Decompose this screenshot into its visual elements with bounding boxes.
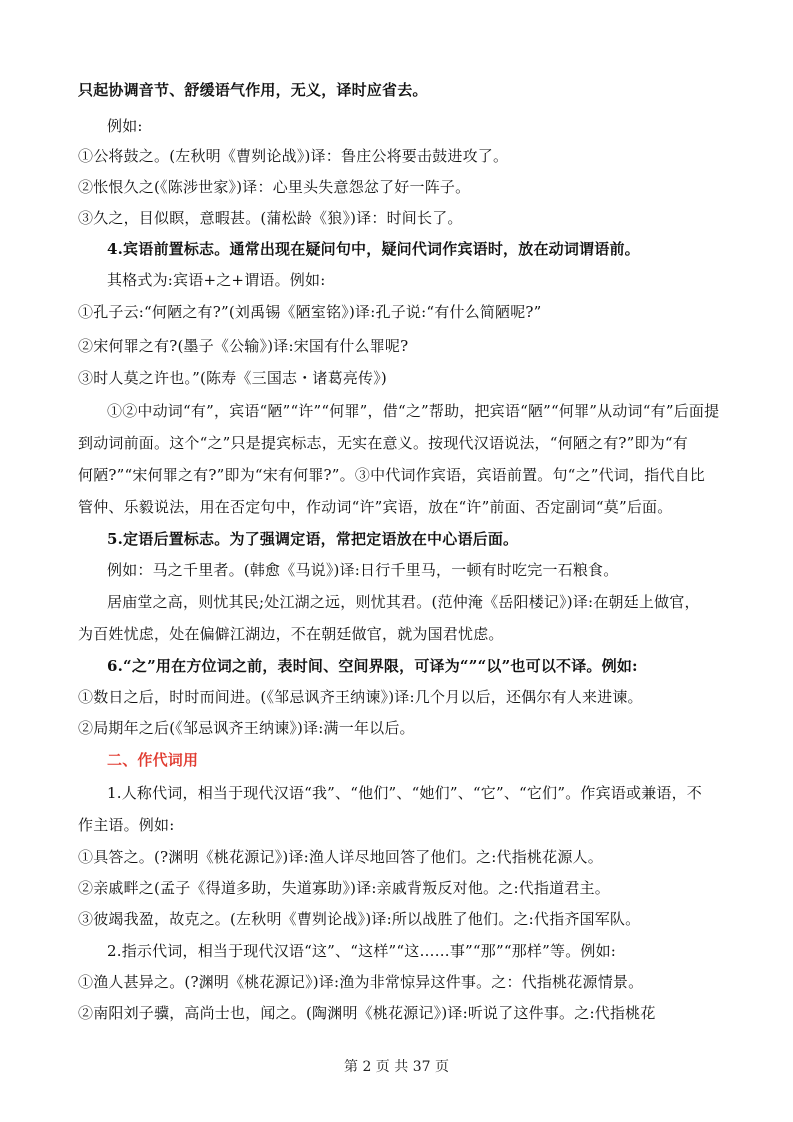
paragraph-line: 2.指示代词，相当于现代汉语“这”、“这样”“这……事”“那”“那样”等。例如:	[107, 942, 617, 960]
paragraph-line: 其格式为:宾语+之+谓语。例如:	[107, 271, 326, 289]
paragraph-line: ①具答之。(?渊明《桃花源记》)译:渔人详尽地回答了他们。之:代指桃花源人。	[78, 848, 603, 866]
paragraph-line: ②局期年之后(《邹忌讽齐王纳谏》)译:满一年以后。	[78, 719, 415, 737]
paragraph-line: ①渔人甚异之。(?渊明《桃花源记》)译:渔为非常惊异这件事。之：代指桃花源情景。	[78, 973, 644, 991]
paragraph-line: ③久之，目似瞑，意暇甚。(蒲松龄《狼》)译：时间长了。	[78, 209, 463, 227]
paragraph-line: 1.人称代词，相当于现代汉语“我”、“他们”、“她们”、“它”、“它们”。作宾语或兼语，不	[107, 784, 702, 802]
paragraph-line: 管仲、乐毅说法，用在否定句中，作动词“许”宾语，放在“许”前面、否定副词“莫”后面。	[78, 498, 673, 516]
section-heading: 5.定语后置标志。为了强调定语，常把定语放在中心语后面。	[107, 530, 519, 548]
paragraph-line: ①公将鼓之。(左秋明《曹刿论战》)译：鲁庄公将要击鼓进攻了。	[78, 147, 509, 165]
paragraph-line: ②南阳刘子骥，高尚士也，闻之。(陶渊明《桃花源记》)译:听说了这件事。之:代指桃花	[78, 1004, 656, 1022]
paragraph-line: 到动词前面。这个“之”只是提宾标志，无实在意义。按现代汉语说法，“何陋之有?”即为“有	[78, 434, 688, 452]
paragraph-line: ③时人莫之许也。”(陈寿《三国志・诸葛亮传》)	[78, 369, 387, 387]
section-heading: 6.“之”用在方位词之前，表时间、空间界限，可译为“”“以”也可以不译。例如:	[107, 657, 638, 675]
section-title-red: 二、作代词用	[107, 751, 199, 769]
paragraph-line: 例如:	[107, 117, 143, 135]
paragraph-line: 何陋?”“宋何罪之有?”即为“宋有何罪?”。③中代词作宾语，宾语前置。句“之”代词，指代自比	[78, 466, 706, 484]
paragraph-line: ③彼竭我盈，故克之。(左秋明《曹刿论战》)译:所以战胜了他们。之:代指齐国军队。	[78, 910, 641, 928]
page-number-footer: 第 2 页 共 37 页	[344, 1059, 449, 1075]
paragraph-line: ①②中动词“有”，宾语“陋”“许”“何罪”，借“之”帮助，把宾语“陋”“何罪”从动词“有”后面提	[107, 402, 720, 420]
paragraph-line: 作主语。例如:	[78, 816, 175, 834]
section-heading: 4.宾语前置标志。通常出现在疑问句中，疑问代词作宾语时，放在动词谓语前。	[107, 240, 640, 258]
paragraph-line: 为百姓忧虑，处在偏僻江湖边，不在朝廷做官，就为国君忧虑。	[78, 625, 504, 643]
paragraph-line: ②宋何罪之有?(墨子《公输》)译:宋国有什么罪呢?	[78, 337, 409, 355]
paragraph-line: ①孔子云:“何陋之有?”(刘禹锡《陋室铭》)译:孔子说:“有什么简陋呢?”	[78, 303, 542, 321]
paragraph-line: 例如：马之千里者。(韩愈《马说》)译:日行千里马，一顿有时吃完一石粮食。	[107, 561, 619, 579]
paragraph-line: 居庙堂之高，则忧其民;处江湖之远，则忧其君。(范仲淹《岳阳楼记》)译:在朝廷上做官，	[107, 593, 700, 611]
paragraph-line: ①数日之后，时时而间进。(《邹忌讽齐王纳谏》)译:几个月以后，还偶尔有人来进谏。	[78, 688, 643, 706]
paragraph-line: 只起协调音节、舒缓语气作用，无义，译时应省去。	[78, 81, 428, 99]
paragraph-line: ②亲戚畔之(孟子《得道多助，失道寡助》)译:亲戚背叛反对他。之:代指道君主。	[78, 879, 610, 897]
paragraph-line: ②怅恨久之(《陈涉世家》)译：心里头失意怨忿了好一阵子。	[78, 178, 471, 196]
